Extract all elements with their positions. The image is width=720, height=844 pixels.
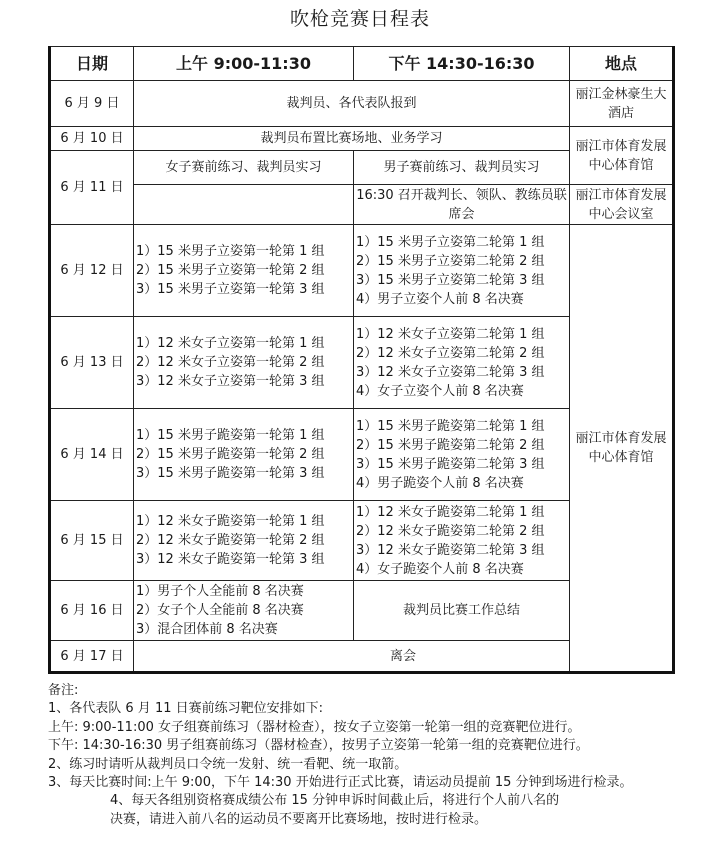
note-line: 3、每天比赛时间:上午 9:00，下午 14:30 开始进行正式比赛，请运动员提前 15 分钟到场进行检录。 xyxy=(48,775,633,791)
list-item: 4）男子跪姿个人前 8 名决赛 xyxy=(356,475,524,491)
list-item: 1）12 米女子跪姿第二轮第 1 组 xyxy=(356,504,545,520)
date-cell: 6 月 15 日 xyxy=(50,501,134,581)
list-item: 2）15 米男子跪姿第二轮第 2 组 xyxy=(356,437,545,453)
am-cell xyxy=(134,409,354,501)
pm-cell: 裁判员比赛工作总结 xyxy=(354,581,570,641)
date-cell: 6 月 12 日 xyxy=(50,225,134,317)
note-line: 下午: 14:30-16:30 男子组赛前练习（器材检查），按男子立姿第一轮第一组的竞赛靶位进行。 xyxy=(48,738,589,754)
location-cell: 丽江市体育发展中心体育馆 xyxy=(570,127,674,185)
list-item: 2）12 米女子跪姿第二轮第 2 组 xyxy=(356,523,545,539)
list-item: 3）12 米女子立姿第二轮第 3 组 xyxy=(356,364,545,380)
pm-cell xyxy=(354,317,570,409)
note-line: 上午: 9:00-11:00 女子组赛前练习（器材检查），按女子立姿第一轮第一组的竞赛靶位进行。 xyxy=(48,719,581,735)
notes-heading: 备注: xyxy=(48,683,79,698)
location-cell: 丽江市体育发展中心会议室 xyxy=(570,185,674,225)
header-location: 地点 xyxy=(570,47,674,81)
schedule-cell: 裁判员、各代表队报到 xyxy=(134,81,570,127)
date-cell: 6 月 14 日 xyxy=(50,409,134,501)
am-cell xyxy=(134,501,354,581)
am-cell xyxy=(134,317,354,409)
date-cell: 6 月 10 日 xyxy=(50,127,134,151)
note-line: 1、各代表队 6 月 11 日赛前练习靶位安排如下: xyxy=(48,701,323,717)
table-row xyxy=(50,185,674,225)
am-cell xyxy=(134,225,354,317)
am-cell: 女子赛前练习、裁判员实习 xyxy=(134,151,354,185)
list-item: 4）女子跪姿个人前 8 名决赛 xyxy=(356,561,524,577)
table-row xyxy=(50,225,674,317)
date-cell: 6 月 13 日 xyxy=(50,317,134,409)
pm-cell xyxy=(354,225,570,317)
list-item: 1）15 米男子跪姿第二轮第 1 组 xyxy=(356,418,545,434)
note-line: 4、每天各组别资格赛成绩公布 15 分钟申诉时间截止后，将进行个人前八名的 xyxy=(110,793,560,809)
schedule-cell: 离会 xyxy=(134,641,674,673)
table-row xyxy=(50,127,674,151)
date-cell: 6 月 9 日 xyxy=(50,81,134,127)
date-cell: 6 月 16 日 xyxy=(50,581,134,641)
list-item: 2）女子个人全能前 8 名决赛 xyxy=(136,603,304,618)
list-item: 2）12 米女子跪姿第一轮第 2 组 xyxy=(136,533,325,548)
list-item: 1）15 米男子立姿第一轮第 1 组 xyxy=(136,244,325,259)
header-pm: 下午 14:30-16:30 xyxy=(354,47,570,81)
list-item: 1）男子个人全能前 8 名决赛 xyxy=(136,584,304,599)
am-cell-empty xyxy=(134,185,354,225)
header-date: 日期 xyxy=(50,47,134,81)
list-item: 3）12 米女子立姿第一轮第 3 组 xyxy=(136,374,325,389)
date-cell: 6 月 11 日 xyxy=(50,151,134,225)
list-item: 2）15 米男子立姿第一轮第 2 组 xyxy=(136,263,325,278)
list-item: 4）女子立姿个人前 8 名决赛 xyxy=(356,383,524,399)
page-title: 吹枪竞赛日程表 xyxy=(289,8,430,30)
list-item: 2）15 米男子立姿第二轮第 2 组 xyxy=(356,253,545,269)
pm-cell: 男子赛前练习、裁判员实习 xyxy=(354,151,570,185)
list-item: 4）男子立姿个人前 8 名决赛 xyxy=(356,291,524,307)
note-line: 2、练习时请听从裁判员口令统一发射、统一看靶、统一取箭。 xyxy=(48,756,408,772)
list-item: 2）12 米女子立姿第二轮第 2 组 xyxy=(356,345,545,361)
location-cell: 丽江市体育发展中心体育馆 xyxy=(570,225,674,673)
notes xyxy=(48,682,708,829)
pm-cell xyxy=(354,501,570,581)
list-item: 1）12 米女子跪姿第一轮第 1 组 xyxy=(136,514,325,529)
table-row xyxy=(50,81,674,127)
list-item: 3）15 米男子立姿第一轮第 3 组 xyxy=(136,282,325,297)
list-item: 1）15 米男子跪姿第一轮第 1 组 xyxy=(136,428,325,443)
table-row xyxy=(50,641,674,673)
list-item: 3）12 米女子跪姿第二轮第 3 组 xyxy=(356,542,545,558)
list-item: 2）12 米女子立姿第一轮第 2 组 xyxy=(136,355,325,370)
schedule-cell: 裁判员布置比赛场地、业务学习 xyxy=(134,127,570,151)
list-item: 3）混合团体前 8 名决赛 xyxy=(136,622,278,637)
schedule-table xyxy=(48,46,675,674)
list-item: 1）12 米女子立姿第二轮第 1 组 xyxy=(356,326,545,342)
list-item: 3）15 米男子跪姿第一轮第 3 组 xyxy=(136,466,325,481)
list-item: 3）15 米男子立姿第二轮第 3 组 xyxy=(356,272,545,288)
list-item: 1）12 米女子立姿第一轮第 1 组 xyxy=(136,336,325,351)
list-item: 3）15 米男子跪姿第二轮第 3 组 xyxy=(356,456,545,472)
list-item: 3）12 米女子跪姿第一轮第 3 组 xyxy=(136,552,325,567)
header-am: 上午 9:00-11:30 xyxy=(134,47,354,81)
date-cell: 6 月 17 日 xyxy=(50,641,134,673)
list-item: 1）15 米男子立姿第二轮第 1 组 xyxy=(356,234,545,250)
location-cell: 丽江金林豪生大酒店 xyxy=(570,81,674,127)
am-cell xyxy=(134,581,354,641)
meeting-cell: 16:30 召开裁判长、领队、教练员联席会 xyxy=(354,185,570,225)
list-item: 2）15 米男子跪姿第一轮第 2 组 xyxy=(136,447,325,462)
header-row xyxy=(50,47,674,81)
note-line: 决赛，请进入前八名的运动员不要离开比赛场地，按时进行检录。 xyxy=(110,811,488,827)
pm-cell xyxy=(354,409,570,501)
